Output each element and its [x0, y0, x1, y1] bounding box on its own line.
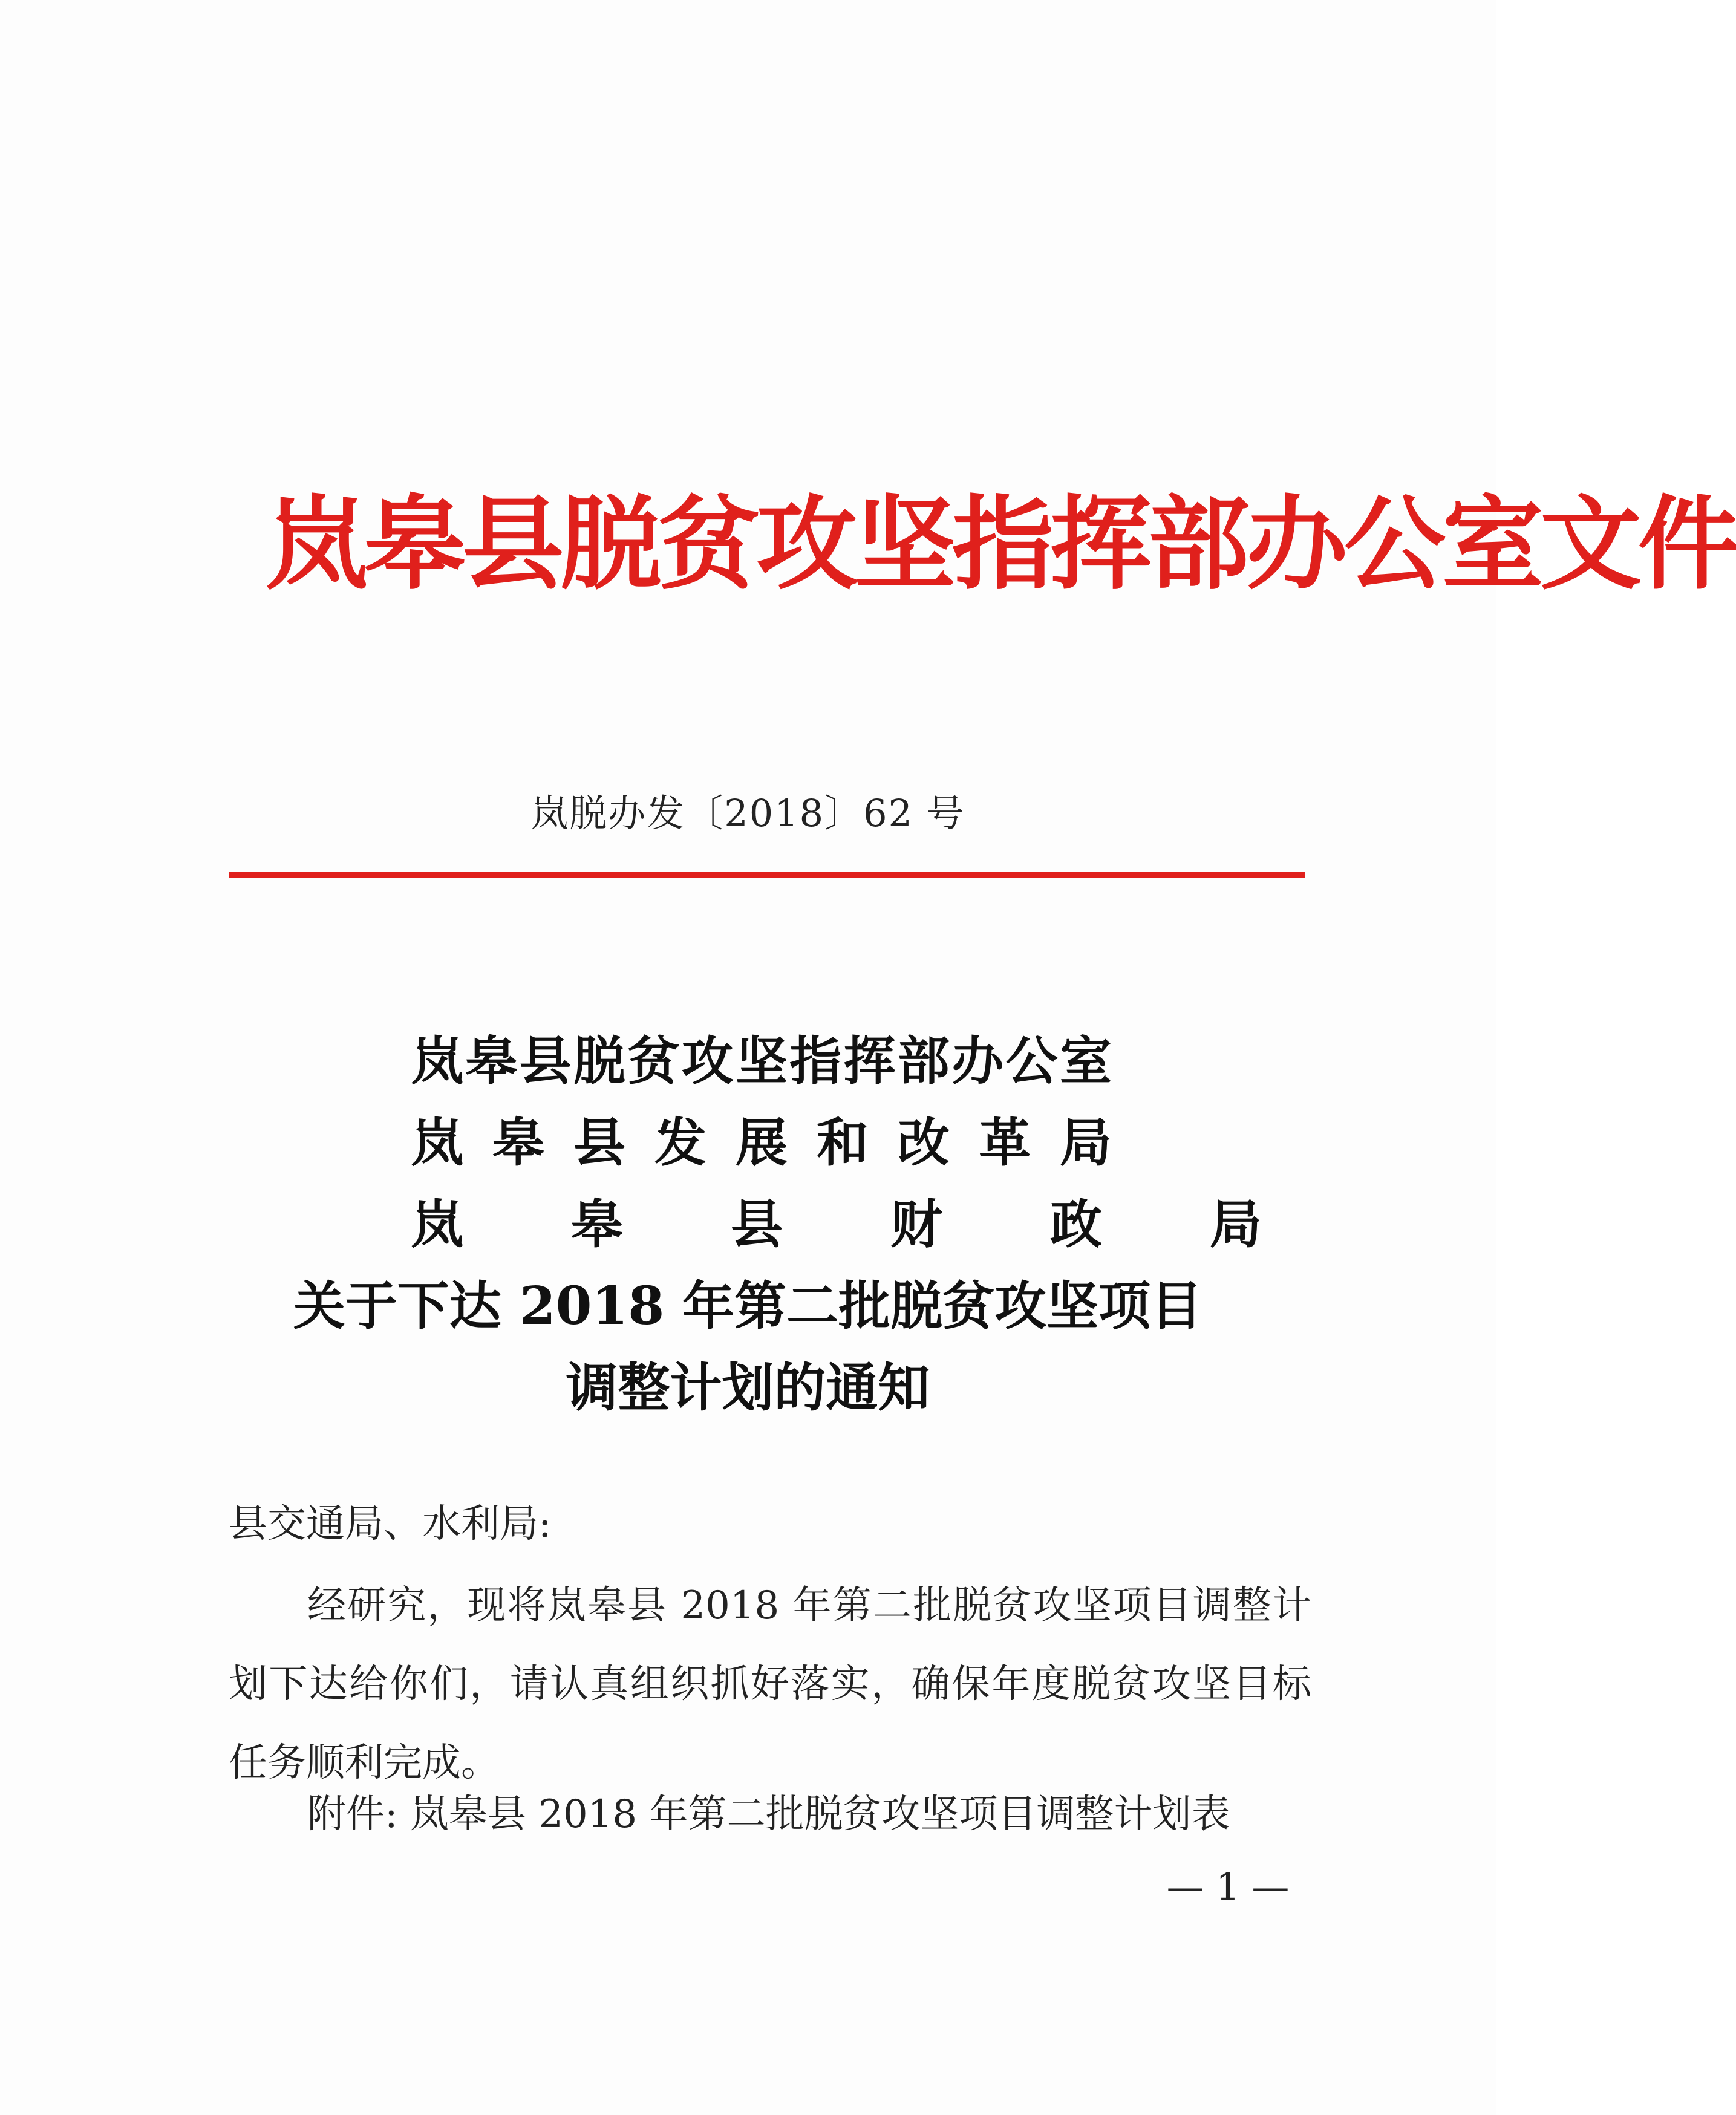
issuer-line-2: 岚 皋 县 发 展 和 改 革 局 [411, 1112, 1113, 1173]
issuer-line-1: 岚皋县脱贫攻坚指挥部办公室 [411, 1031, 1113, 1092]
attachment-line: 附件: 岚皋县 2018 年第二批脱贫攻坚项目调整计划表 [307, 1792, 1230, 1837]
issuer-line-3: 岚 皋 县 财 政 局 [411, 1194, 1263, 1255]
subject-line-2: 调整计划的通知 [566, 1357, 930, 1418]
recipients: 县交通局、水利局: [229, 1502, 552, 1546]
document-number: 岚脱办发〔2018〕62 号 [530, 791, 965, 835]
body-paragraph: 经研究，现将岚皋县 2018 年第二批脱贫攻坚项目调整计划下达给你们，请认真组织抓好落实，确保年度脱贫攻坚目标任务顺利完成。 [229, 1583, 1311, 1785]
page-number: — 1 — [1166, 1865, 1290, 1909]
red-divider-line [229, 872, 1305, 878]
subject-line-1: 关于下达 2018 年第二批脱贫攻坚项目 [293, 1276, 1203, 1337]
document-masthead: 岚皋县脱贫攻坚指挥部办公室文件 [266, 485, 1736, 604]
